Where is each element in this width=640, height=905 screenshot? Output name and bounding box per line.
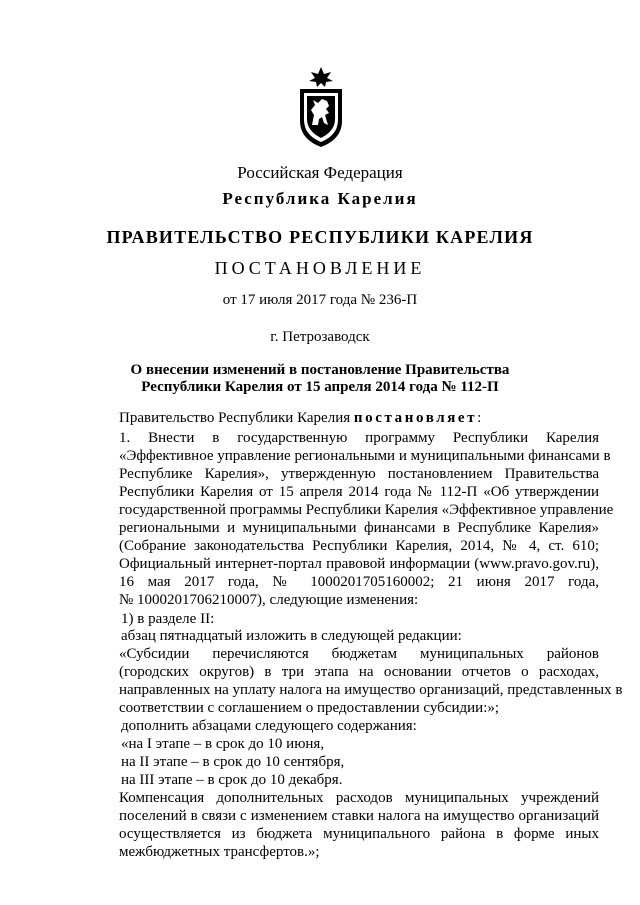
body-line: Компенсация дополнительных расходов муниципальных учреждений: [119, 790, 599, 806]
government-title: ПРАВИТЕЛЬСТВО РЕСПУБЛИКИ КАРЕЛИЯ: [106, 227, 534, 247]
preamble-text: Правительство Республики Карелия: [119, 410, 354, 426]
document-date-number: от 17 июля 2017 года № 236-П: [222, 292, 418, 308]
body-line: государственной программы Республики Карелия «Эффективное управление: [119, 502, 614, 518]
document-type: ПОСТАНОВЛЕНИЕ: [214, 258, 426, 278]
body-line: «Субсидии перечисляются бюджетам муниципальных районов: [119, 646, 599, 662]
body-line: «Эффективное управление региональными и муниципальными финансами в: [119, 448, 611, 464]
preamble-verb: постановляет: [353, 410, 478, 426]
body-line: Республики Карелия от 15 апреля 2014 года № 112-П «Об утверждении: [119, 484, 599, 500]
body-line: на II этапе – в срок до 10 сентября,: [121, 754, 345, 770]
body-line: соответствии с соглашением о предоставлении субсидии:»;: [119, 700, 500, 716]
body-line: региональными и муниципальными финансами в Республике Карелия»: [119, 520, 599, 536]
document-subject: [0, 362, 640, 396]
country-name: Российская Федерация: [237, 163, 403, 182]
subject-line: Республики Карелия от 15 апреля 2014 года № 112-П: [141, 379, 499, 395]
body-line: № 1000201706210007), следующие изменения:: [119, 592, 419, 608]
body-line: поселений в связи с изменением ставки налога на имущество организаций: [119, 808, 599, 824]
body-line: абзац пятнадцатый изложить в следующей редакции:: [121, 628, 462, 644]
body-line: межбюджетных трансфертов.»;: [119, 844, 320, 860]
body-line: осуществляется из бюджета муниципального района в форме иных: [119, 826, 599, 842]
body-line: 1) в разделе II:: [121, 611, 215, 627]
subject-line: О внесении изменений в постановление Правительства: [130, 362, 510, 378]
preamble-end: :: [477, 410, 482, 426]
body-line: (городских округов) в три этапа на основании отчетов о расходах,: [119, 664, 599, 680]
body-line: дополнить абзацами следующего содержания:: [121, 718, 417, 734]
body-line: 16 мая 2017 года, № 1000201705160002; 21 июня 2017 года,: [119, 574, 599, 590]
karelia-coat-of-arms-icon: [298, 65, 344, 149]
republic-name: Республика Карелия: [222, 189, 418, 208]
body-line: Официальный интернет-портал правовой информации (www.pravo.gov.ru),: [119, 556, 599, 572]
body-line: Республике Карелия», утвержденную постановлением Правительства: [119, 466, 599, 482]
body-line: «на I этапе – в срок до 10 июня,: [121, 736, 325, 752]
body-line: 1. Внести в государственную программу Республики Карелия: [119, 430, 599, 446]
document-city: г. Петрозаводск: [270, 329, 370, 345]
body-line: (Собрание законодательства Республики Карелия, 2014, № 4, ст. 610;: [119, 538, 599, 554]
body-line: направленных на уплату налога на имущество организаций, представленных в: [119, 682, 623, 698]
preamble: [119, 410, 481, 426]
body-line: на III этапе – в срок до 10 декабря.: [121, 772, 343, 788]
